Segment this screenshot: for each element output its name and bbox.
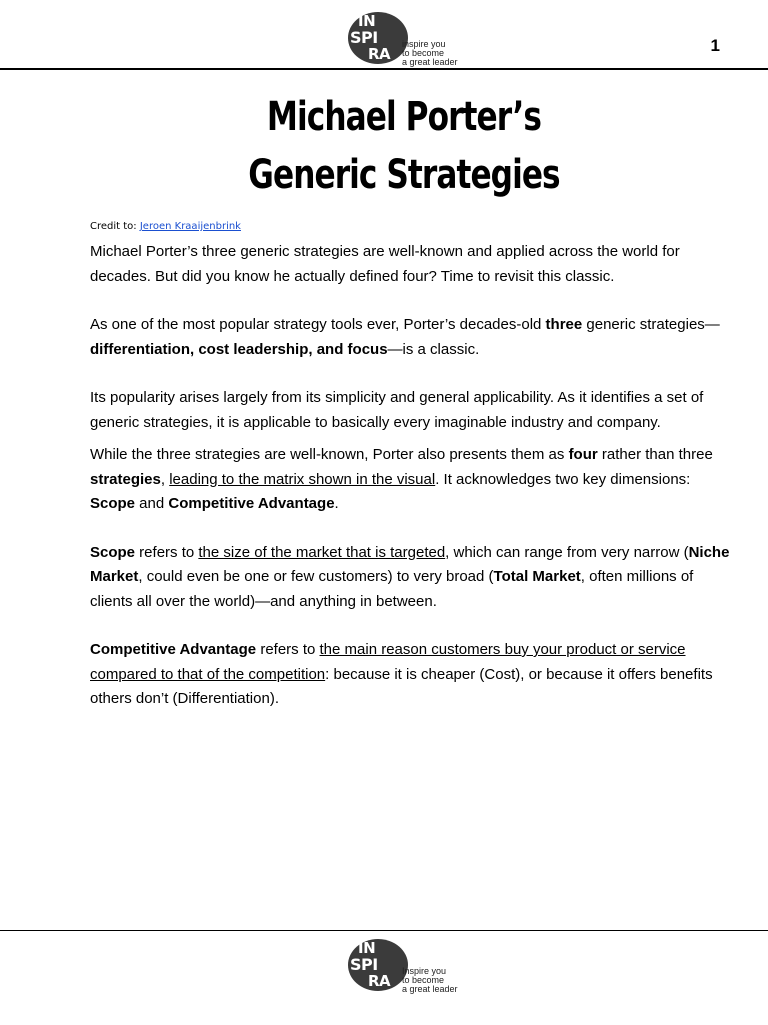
paragraph-four-strategies bbox=[90, 443, 730, 517]
emphasis-strategies-word: strategies bbox=[90, 470, 161, 488]
paragraph-competitive-advantage bbox=[90, 638, 730, 712]
emphasis-four: four bbox=[568, 446, 598, 463]
paragraph-popularity: Its popularity arises largely from its simplicity and general applicability. As it identifies a set of generic strategies, it is applicable to basically every imaginable industry and company. bbox=[90, 389, 704, 431]
underlined-scope-definition: the size of the market that is targeted bbox=[198, 543, 446, 561]
text-run: refers to bbox=[256, 641, 320, 658]
text-run: generic strategies— bbox=[582, 316, 720, 333]
text-run: While the three strategies are well-known, Porter also presents them as bbox=[90, 446, 569, 463]
logo-tagline-line: to become bbox=[402, 975, 445, 985]
emphasis-competitive-advantage: Competitive Advantage bbox=[168, 495, 335, 512]
page-footer bbox=[0, 930, 768, 1025]
logo-line-3: RA bbox=[368, 45, 391, 63]
title-line-2: Generic Strategies bbox=[248, 152, 560, 198]
emphasis-three: three bbox=[545, 316, 583, 333]
emphasis-strategies: differentiation, cost leadership, and focus bbox=[90, 340, 388, 358]
text-run: . bbox=[334, 495, 339, 512]
text-run: , could even be one or few customers) to very broad ( bbox=[138, 568, 494, 585]
page-title bbox=[89, 88, 719, 204]
logo-line-1: IN bbox=[358, 939, 376, 957]
inspira-logo bbox=[346, 10, 476, 66]
logo-tagline bbox=[402, 967, 458, 994]
article-body bbox=[90, 240, 730, 712]
emphasis-total-market: Total Market bbox=[493, 568, 581, 585]
emphasis-scope: Scope bbox=[90, 495, 136, 512]
text-run: , bbox=[160, 470, 170, 488]
logo-line-3: RA bbox=[368, 972, 391, 990]
text-run: refers to bbox=[135, 543, 199, 561]
logo-line-2: SPI bbox=[350, 28, 378, 47]
paragraph-popular bbox=[90, 313, 730, 362]
logo-tagline bbox=[402, 40, 458, 67]
logo-tagline-line: inspire you bbox=[402, 39, 446, 49]
text-run: : because it is cheaper (Cost), or because it offers benefits others don’t (Differentiation). bbox=[90, 665, 713, 707]
text-run: rather than three bbox=[597, 446, 713, 463]
text-run: As one of the most popular strategy tools ever, Porter’s decades-old bbox=[90, 316, 546, 333]
text-run: . It acknowledges two key dimensions: bbox=[435, 470, 691, 488]
logo-tagline-line: Inspire you bbox=[402, 966, 447, 976]
underlined-advantage-definition: the main reason customers buy your product or service compared to that of the competition bbox=[90, 641, 686, 683]
credit-author-link[interactable]: Jeroen Kraaijenbrink bbox=[139, 221, 241, 232]
underlined-matrix-text: leading to the matrix shown in the visual bbox=[169, 470, 436, 488]
text-run: , often millions of clients all over the world)—and anything in between. bbox=[90, 568, 694, 610]
logo-line-1: IN bbox=[358, 12, 376, 30]
text-run: —is a classic. bbox=[387, 340, 480, 358]
paragraph-intro: Michael Porter’s three generic strategies are well-known and applied across the world for decades. But did you know he actually defined four? Time to revisit this classic. bbox=[90, 243, 680, 285]
emphasis-competitive-advantage-term: Competitive Advantage bbox=[90, 641, 257, 658]
logo-line-2: SPI bbox=[350, 955, 378, 974]
emphasis-scope-term: Scope bbox=[90, 543, 136, 561]
logo-tagline-line: a great leader bbox=[402, 57, 458, 67]
title-line-1: Michael Porter’s bbox=[266, 94, 542, 140]
text-run: , which can range from very narrow ( bbox=[445, 543, 689, 561]
credit-label: Credit to: bbox=[90, 221, 137, 232]
page-number: 1 bbox=[710, 36, 720, 55]
inspira-logo-footer bbox=[346, 937, 476, 993]
logo-tagline-line: to become bbox=[402, 48, 445, 58]
text-run: and bbox=[135, 495, 169, 512]
logo-tagline-line: a great leader bbox=[402, 984, 458, 994]
credit-line bbox=[90, 220, 241, 234]
paragraph-scope bbox=[90, 541, 730, 615]
page-header bbox=[0, 0, 768, 70]
emphasis-niche-market: Niche Market bbox=[90, 543, 730, 585]
